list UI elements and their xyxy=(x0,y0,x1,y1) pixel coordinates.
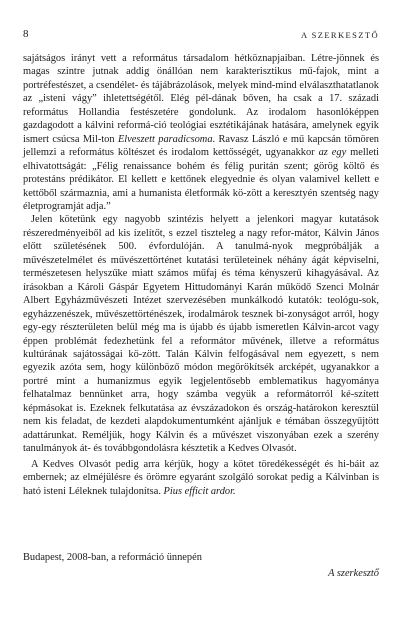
book-title-elveszett-paradicsoma: Elveszett paradicsoma xyxy=(117,133,213,145)
page-number: 8 xyxy=(23,28,29,40)
paragraph-1-text-1: sajátságos irányt vett a református társadalom hétköznapjaiban. Létre-jönnek és magas szintre jutnak addig önállóan nem karakterisztikus mű-fajok, mint a portréfestészet, a csendélet- és tájábrázolások, melyek mind-mind elválaszthatatlanok az „isteni vágy” ihletettségétől. Elég pél-dának bőven, ha csak a 17. századi református Hollandia festészetére gondolunk. Az irodalom hasonlóképpen gazdagodott a kálvini reformá-ció teológiai esztétikájának hatására, amelynek egyik ismert csúcsa Mil-ton xyxy=(23,53,379,145)
paragraph-2-text: Jelen kötetünk egy nagyobb szintézis helyett a jelenkori magyar kutatások részeredményeiből ad kis ízelítőt, s ezzel tiszteleg a nagy refor-mátor, Kálvin János előtt születésének 500. évfordulóján. A tanulmá-nyok megpróbálják a művészetelmélet és művészettörténet kutatási területeinek néhány ágát képviselni, természetesen helyszűke miatt számos műfaj és téma kényszerű kihagyásával. Az írásokban a Károli Gáspár Egyetem Hittudományi Karán működő Szenci Molnár Albert Egyházművészeti Intézet szervezésében munkálkodó kutatók: teológu-sok, egyházzenészek, művészettörténészek, irodalmárok tesznek bi-zonyságot arról, hogy egy-egy részterületen belül még ma is újabb és újabb ismeretlen Kálvin-arcot vagy éppen problémát fedezhetünk fel a reformátor művének, illetve a református kultúrának sajátosságai kö-zött. Talán Kálvin felfogásával nem egyezett, s nem egyezik azóta sem, hogy különböző módon megörökítsék arcképét, ugyanakkor a portré mint a humanizmus egyik legjelentősebb emblematikus hagyománya felhatalmaz bennünket arra, hogy számba vegyük a reformátorról ké-szített képmásokat is. Ezeknek felkutatása az évszázadokon és ország-határokon keresztül nem kis feladat, de kezdeti alapdokumentumként ajánljuk e témában összegyűjtött adattárunkat. Reméljük, hogy Kálvin és a művészet viszonyában ezek a szerény tanulmányok át- és továbbgondolásra késztetik a Kedves Olvasót. xyxy=(23,214,379,455)
paragraph-1-text-2: . Ravasz László e mű kapcsán tömören jellemzi a református költészet és irodalom kettősségét, ugyanakkor xyxy=(23,133,379,159)
paragraph-2 xyxy=(23,213,379,455)
paragraph-1-text-3: melleti elhivatottságát: „Félig renaissance bohém és félig puritán szent; görög költő és protestáns prédikátor. El kellett e kettőnek elegyednie és olyan valamivel kellett e kettőből származnia, ami a humanista életformák kö-zött a keresztyén szentség nagy életprogramját adja.” xyxy=(23,147,379,212)
paragraph-3 xyxy=(23,458,379,498)
paragraph-1 xyxy=(23,52,379,213)
body-text xyxy=(23,52,379,498)
signature: A szerkesztő xyxy=(328,568,379,579)
paragraph-3-text: A Kedves Olvasót pedig arra kérjük, hogy a kötet töredékességét és hi-báit az embernek; az elméjülésre és örömre egyaránt szolgáló sorokat pedig a Kálvinban is ható isteni Léleknek tulajdonítsa. xyxy=(23,458,379,497)
latin-motto: Pius efficit ardor. xyxy=(163,485,236,497)
place-and-date: Budapest, 2008-ban, a reformáció ünnepén xyxy=(23,552,202,563)
running-head: A SZERKESZTŐ xyxy=(301,30,379,40)
emphasis-az-egy: az egy xyxy=(318,147,347,159)
